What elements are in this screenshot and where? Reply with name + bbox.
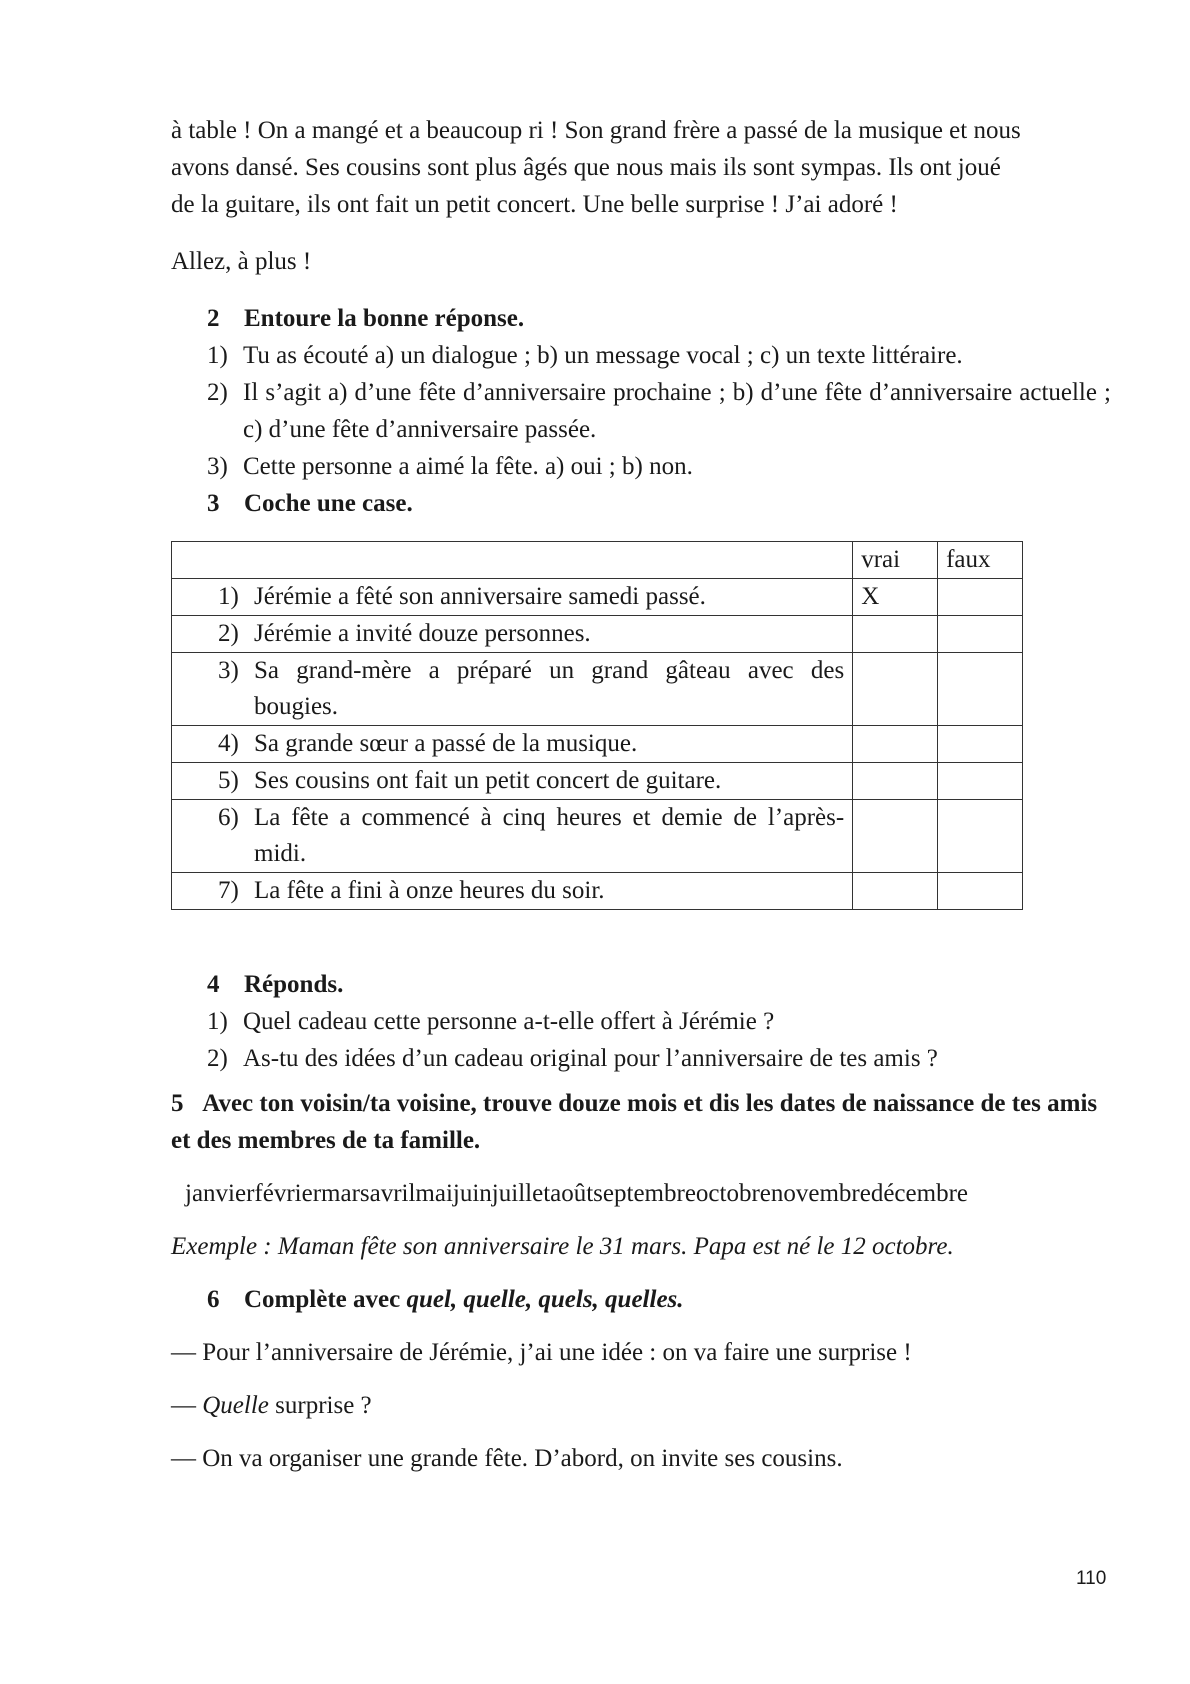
table-header-blank — [172, 542, 853, 579]
faux-checkbox[interactable] — [938, 800, 1023, 873]
table-row — [172, 726, 1023, 763]
question-item — [171, 1003, 1111, 1040]
section-4 — [171, 966, 1111, 1003]
section-3-title — [207, 485, 1111, 522]
table-row — [172, 800, 1023, 873]
example-sentence: Exemple : Maman fête son anniversaire le 31 mars. Papa est né le 12 octobre. — [171, 1233, 954, 1260]
question-number: 3) — [207, 453, 228, 480]
table-row — [172, 579, 1023, 616]
faux-checkbox[interactable] — [938, 873, 1023, 910]
row-statement: Sa grande sœur a passé de la musique. — [254, 730, 638, 757]
section-2 — [171, 300, 1111, 337]
faux-checkbox[interactable] — [938, 653, 1023, 726]
row-statement: Ses cousins ont fait un petit concert de guitare. — [254, 767, 722, 794]
faux-checkbox[interactable] — [938, 763, 1023, 800]
section-number: 3 — [207, 490, 220, 517]
section-4-title — [207, 966, 1111, 1003]
question-item — [171, 374, 1111, 448]
question-item — [171, 337, 1111, 374]
section-6 — [171, 1281, 1111, 1318]
true-false-table — [171, 541, 1023, 910]
month-letter-string: janvierfévriermarsavrilmaijuinjuilletaoûtseptembreoctobrenovembredécembre — [185, 1180, 968, 1207]
section-title-text: Entoure la bonne réponse. — [244, 305, 525, 332]
section-title-text: Coche une case. — [244, 490, 413, 517]
table-header-row — [172, 542, 1023, 579]
intro-paragraph — [171, 112, 1111, 223]
dialogue-line — [171, 1387, 1111, 1424]
table-row — [172, 873, 1023, 910]
intro-line: à table ! On a mangé et a beaucoup ri ! Son grand frère a passé de la musique et nous — [171, 117, 1021, 144]
dialogue-line: — Pour l’anniversaire de Jérémie, j’ai une idée : on va faire une surprise ! — [171, 1339, 912, 1366]
section-title-words: quel, quelle, quels, quelles. — [406, 1286, 684, 1313]
row-statement: Jérémie a invité douze personnes. — [254, 620, 591, 647]
vrai-checkbox[interactable] — [853, 726, 938, 763]
faux-checkbox[interactable] — [938, 726, 1023, 763]
row-number: 5) — [218, 767, 239, 794]
dialogue-rest: surprise ? — [268, 1392, 372, 1419]
question-number: 2) — [207, 1045, 228, 1072]
question-item — [171, 448, 1111, 485]
row-statement: La fête a fini à onze heures du soir. — [254, 877, 605, 904]
row-statement: Sa grand-mère a préparé un grand gâteau avec des bougies. — [254, 657, 845, 720]
section-2-title — [207, 300, 1111, 337]
table-row — [172, 616, 1023, 653]
row-number: 6) — [218, 804, 239, 831]
question-item — [171, 1040, 1111, 1077]
table-row — [172, 763, 1023, 800]
row-number: 2) — [218, 620, 239, 647]
section-number: 2 — [207, 305, 220, 332]
faux-checkbox[interactable] — [938, 616, 1023, 653]
vrai-checkbox[interactable] — [853, 616, 938, 653]
row-statement: La fête a commencé à cinq heures et demie de l’après-midi. — [254, 804, 845, 867]
dialogue-dash: — — [171, 1392, 203, 1419]
question-text: Il s’agit a) d’une fête d’anniversaire prochaine ; b) d’une fête d’anniversaire actuelle ; c) d’une fête d’anniversaire passée. — [243, 379, 1111, 443]
vrai-checkbox[interactable] — [853, 873, 938, 910]
section-title-text: Complète avec — [244, 1286, 407, 1313]
question-number: 1) — [207, 1008, 228, 1035]
document-page — [171, 112, 1111, 1477]
intro-line: de la guitare, ils ont fait un petit concert. Une belle surprise ! J’ai adoré ! — [171, 191, 898, 218]
question-number: 2) — [207, 379, 228, 406]
question-number: 1) — [207, 342, 228, 369]
dialogue-answer-word: Quelle — [202, 1392, 269, 1419]
row-number: 3) — [218, 657, 239, 684]
dialogue-line: — On va organiser une grande fête. D’abord, on invite ses cousins. — [171, 1445, 843, 1472]
question-text: Quel cadeau cette personne a-t-elle offert à Jérémie ? — [243, 1008, 775, 1035]
page-number: 110 — [1076, 1568, 1107, 1589]
section-6-title — [207, 1281, 1111, 1318]
table-row — [172, 653, 1023, 726]
section-number: 6 — [207, 1286, 220, 1313]
question-text: As-tu des idées d’un cadeau original pour l’anniversaire de tes amis ? — [243, 1045, 938, 1072]
intro-signoff: Allez, à plus ! — [171, 248, 312, 275]
section-title-text: Avec ton voisin/ta voisine, trouve douze mois et dis les dates de naissance de tes amis et des membres de ta famille. — [171, 1090, 1098, 1154]
vrai-checkbox[interactable] — [853, 653, 938, 726]
question-text: Tu as écouté a) un dialogue ; b) un message vocal ; c) un texte littéraire. — [243, 342, 963, 369]
section-5-title — [171, 1085, 1111, 1159]
header-faux: faux — [938, 542, 1023, 579]
vrai-checkbox[interactable] — [853, 763, 938, 800]
section-3 — [171, 485, 1111, 522]
section-title-text: Réponds. — [244, 971, 344, 998]
faux-checkbox[interactable] — [938, 579, 1023, 616]
row-number: 7) — [218, 877, 239, 904]
intro-line: avons dansé. Ses cousins sont plus âgés que nous mais ils sont sympas. Ils ont joué — [171, 154, 1001, 181]
row-statement: Jérémie a fêté son anniversaire samedi passé. — [254, 583, 706, 610]
section-number: 5 — [171, 1090, 184, 1117]
section-number: 4 — [207, 971, 220, 998]
header-vrai: vrai — [853, 542, 938, 579]
question-text: Cette personne a aimé la fête. a) oui ; b) non. — [243, 453, 693, 480]
row-number: 1) — [218, 583, 239, 610]
vrai-checkbox[interactable]: X — [853, 579, 938, 616]
vrai-checkbox[interactable] — [853, 800, 938, 873]
row-number: 4) — [218, 730, 239, 757]
